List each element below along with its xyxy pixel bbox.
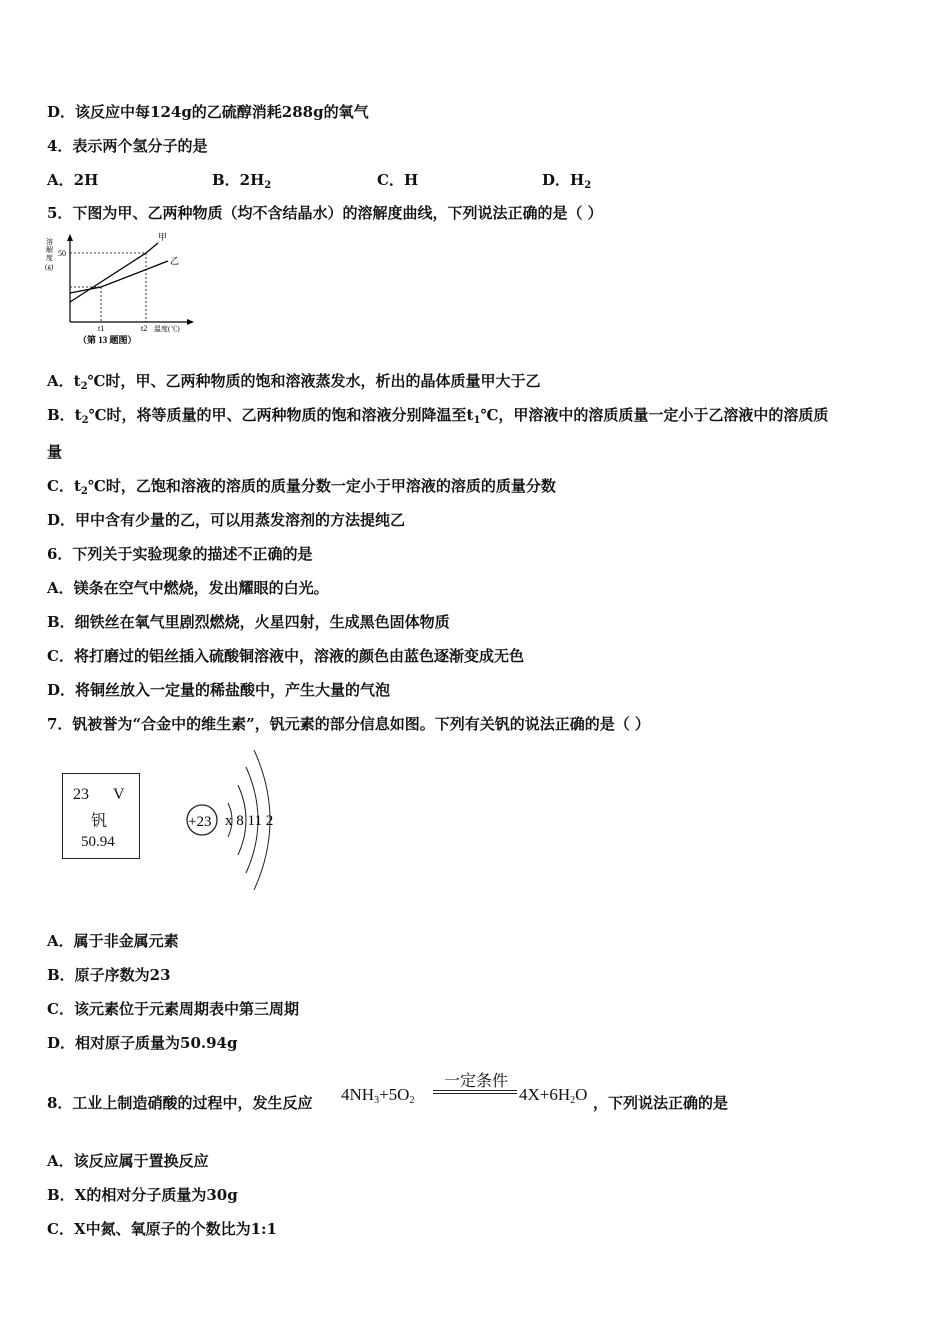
q4-option-a: A．2H bbox=[47, 171, 99, 189]
curve-jia bbox=[70, 243, 158, 302]
y-label: 度 bbox=[46, 254, 53, 262]
reaction-condition: 一定条件 bbox=[443, 1073, 508, 1090]
x-tick-t1: t1 bbox=[98, 324, 105, 333]
q7-option-c: C．该元素位于元素周期表中第三周期 bbox=[47, 1000, 299, 1018]
question-5: 5．下图为甲、乙两种物质（均不含结晶水）的溶解度曲线，下列说法正确的是（ ） bbox=[47, 204, 603, 222]
q5-option-b: B．$t_2℃$时，将等质量的甲、乙两种物质的饱和溶液分别降温至$t_1℃$，甲溶液中的溶质质量一定小于乙溶液中的溶质质 bbox=[47, 406, 829, 426]
atomic-number: 23 bbox=[73, 786, 89, 803]
q4-option-c: C．H bbox=[377, 171, 419, 189]
series-label-yi: 乙 bbox=[170, 256, 180, 266]
q7-option-b: B．原子序数为23 bbox=[47, 966, 171, 984]
q6-option-d: D．将铜丝放入一定量的稀盐酸中，产生大量的气泡 bbox=[47, 681, 391, 699]
x-tick-t2: t2 bbox=[141, 324, 148, 333]
q4-option-d-prev: D．该反应中每124g的乙硫醇消耗288g的氧气 bbox=[47, 103, 369, 121]
element-symbol: V bbox=[113, 786, 125, 803]
element-name: 钒 bbox=[91, 813, 108, 830]
q8-option-a: A．该反应属于置换反应 bbox=[47, 1152, 209, 1170]
series-label-jia: 甲 bbox=[158, 232, 168, 242]
q4-option-d: D．$H_2$ bbox=[542, 171, 592, 191]
q5-option-b-cont: 量 bbox=[47, 443, 63, 461]
question-7: 7．钒被誉为“合金中的维生素”，钒元素的部分信息如图。下列有关钒的说法正确的是（ ） bbox=[47, 715, 650, 733]
q6-option-b: B．细铁丝在氧气里剧烈燃烧，火星四射，生成黑色固体物质 bbox=[47, 613, 450, 631]
q5-option-d: D．甲中含有少量的乙，可以用蒸发溶剂的方法提纯乙 bbox=[47, 511, 406, 529]
y-label: (g) bbox=[45, 263, 54, 271]
q7-option-a: A．属于非金属元素 bbox=[47, 932, 179, 950]
q6-option-c: C．将打磨过的铝丝插入硫酸铜溶液中，溶液的颜色由蓝色逐渐变成无色 bbox=[47, 647, 524, 665]
nucleus-charge: +23 bbox=[188, 814, 212, 830]
element-card bbox=[62, 773, 140, 859]
question-4: 4．表示两个氢分子的是 bbox=[47, 137, 208, 155]
q5-option-a: A．$t_2℃$时，甲、乙两种物质的饱和溶液蒸发水，析出的晶体质量甲大于乙 bbox=[47, 372, 541, 392]
q6-option-a: A．镁条在空气中燃烧，发出耀眼的白光。 bbox=[47, 579, 329, 597]
solubility-curve-figure bbox=[42, 230, 202, 350]
question-8-end: ，下列说法正确的是 bbox=[593, 1094, 729, 1112]
x-label: 温度(℃) bbox=[154, 325, 180, 333]
y-tick-50: 50 bbox=[58, 249, 66, 258]
figure-caption: （第 13 题图） bbox=[78, 335, 137, 345]
y-label: 解 bbox=[46, 246, 53, 254]
atomic-mass: 50.94 bbox=[81, 834, 115, 850]
q8-option-b: B．X的相对分子质量为30g bbox=[47, 1186, 238, 1204]
document-page: D．该反应中每124g的乙硫醇消耗288g的氧气 4．表示两个氢分子的是 A．2H B．$2H_2$ C．H D．$H_2$ 5．下图为甲、乙两种物质（均不含结晶水）的溶解度曲线，下列说法正确的是（ ） 溶 解 度 (g) 50 t1 t2 温度(℃) 甲 乙 （第 13 题图） A．$t_2℃$时，甲、乙两种物质的饱和溶液蒸发水，析出的晶体质量甲大于乙 B．$t_2℃$时，将等质量的甲、乙两种物质的饱和溶液分别降温至$t_1℃$，甲溶液中的溶质质量一定小于乙溶液中的溶质质 量 C．$t_2℃$时，乙饱和溶液的溶质的质量分数一定小于甲溶液的溶质的质量分数 D．甲中含有少量的乙，可以用蒸发溶剂的方法提纯乙 6．下列关于实验现象的描述不正确的是 A．镁条在空气中燃烧，发出耀眼的白光。 B．细铁丝在氧气里剧烈燃烧，火星四射，生成黑色固体物质 C．将打磨过的铝丝插入硫酸铜溶液中，溶液的颜色由蓝色逐渐变成无色 D．将铜丝放入一定量的稀盐酸中，产生大量的气泡 7．钒被誉为“合金中的维生素”，钒元素的部分信息如图。下列有关钒的说法正确的是（ ） 23 V 钒 50.94 +23 x 8 11 2 A．属于非金属元素 B．原子序数为23 C．该元素位于元素周期表中第三周期 D．相对原子质量为50.94g 8．工业上制造硝酸的过程中，发生反应 $4NH_3+5O_2$ 一定条件 $4X+6H_2O$ ，下列说法正确的是 A．该反应属于置换反应 B．X的相对分子质量为30g C．X中氮、氧原子的个数比为1:1 bbox=[0, 0, 950, 1344]
q7-option-d: D．相对原子质量为50.94g bbox=[47, 1034, 238, 1052]
electron-shells: x 8 11 2 bbox=[225, 813, 274, 829]
q5-option-c: C．$t_2℃$时，乙饱和溶液的溶质的质量分数一定小于甲溶液的溶质的质量分数 bbox=[47, 477, 556, 497]
equals-sign bbox=[433, 1090, 517, 1094]
question-6: 6．下列关于实验现象的描述不正确的是 bbox=[47, 545, 313, 563]
question-8: 8．工业上制造硝酸的过程中，发生反应 bbox=[47, 1094, 313, 1112]
y-label: 溶 bbox=[46, 238, 53, 246]
atom-structure-diagram bbox=[180, 745, 290, 895]
q4-option-b: B．$2H_2$ bbox=[212, 171, 272, 191]
q8-option-c: C．X中氮、氧原子的个数比为1:1 bbox=[47, 1220, 277, 1238]
curve-yi bbox=[70, 261, 168, 293]
